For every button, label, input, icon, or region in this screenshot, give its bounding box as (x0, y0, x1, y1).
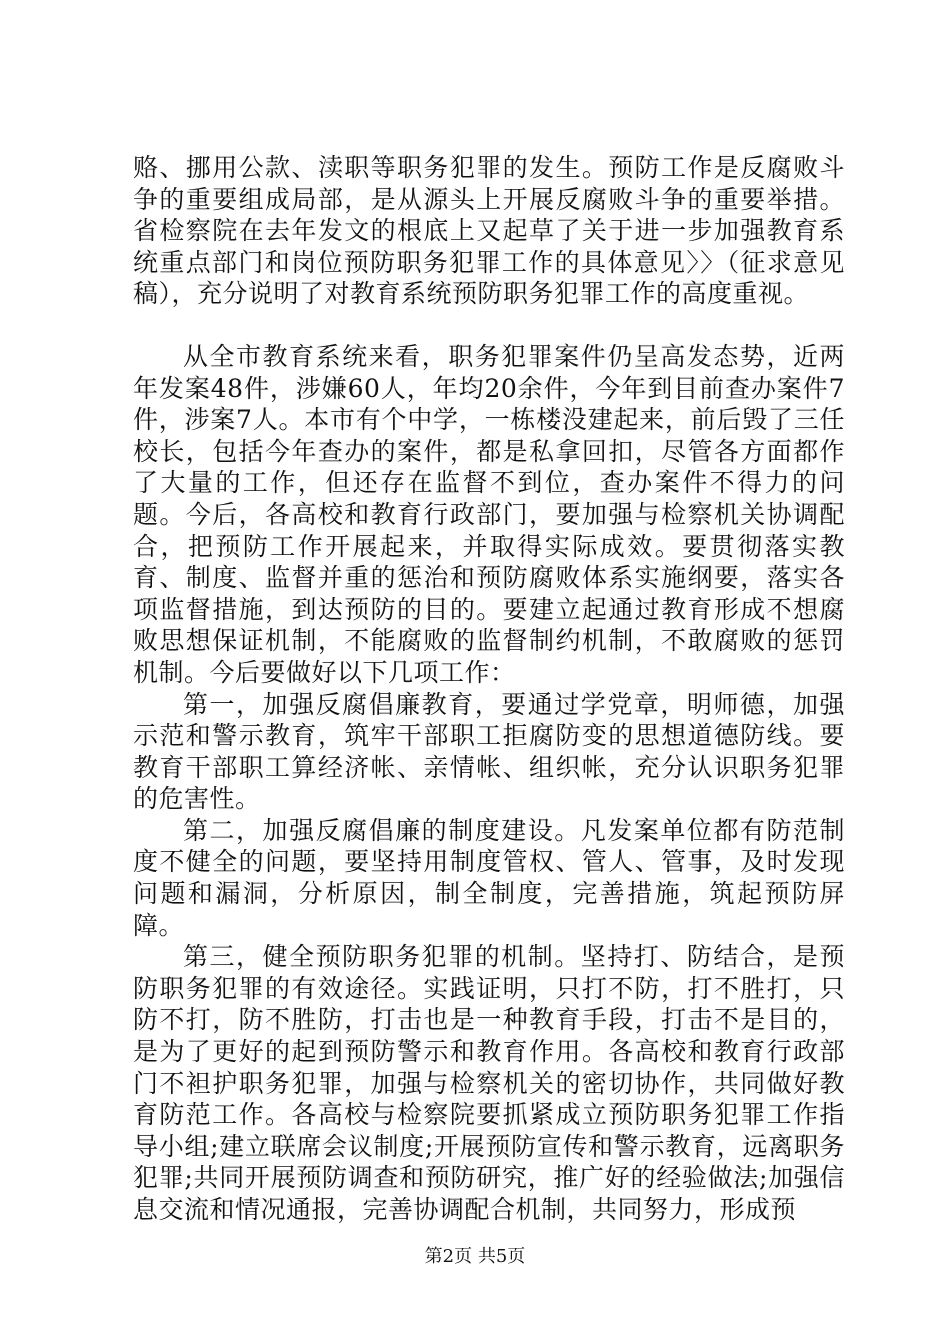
page-number-footer: 第2页 共5页 (424, 1246, 526, 1267)
paragraph-4: 第二，加强反腐倡廉的制度建设。凡发案单位都有防范制度不健全的问题，要坚持用制度管权、管人、管事，及时发现问题和漏洞，分析原因，制全制度，完善措施，筑起预防屏障。 (133, 815, 845, 940)
paragraph-3: 第一，加强反腐倡廉教育，要通过学党章，明师德，加强示范和警示教育，筑牢干部职工拒腐防变的思想道德防线。要教育干部职工算经济帐、亲情帐、组织帐，充分认识职务犯罪的危害性。 (133, 689, 845, 814)
paragraph-2: 从全市教育系统来看，职务犯罪案件仍呈高发态势，近两年发案48件，涉嫌60人，年均20余件，今年到目前查办案件7件，涉案7人。本市有个中学，一栋楼没建起来，前后毁了三任校长，包括今年查办的案件，都是私拿回扣，尽管各方面都作了大量的工作，但还存在监督不到位，查办案件不得力的问题。今后，各高校和教育行政部门，要加强与检察机关协调配合，把预防工作开展起来，并取得实际成效。要贯彻落实教育、制度、监督并重的惩治和预防腐败体系实施纲要，落实各项监督措施，到达预防的目的。要建立起通过教育形成不想腐败思想保证机制，不能腐败的监督制约机制，不敢腐败的惩罚机制。今后要做好以下几项工作： (133, 341, 845, 687)
paragraph-1: 赂、挪用公款、渎职等职务犯罪的发生。预防工作是反腐败斗争的重要组成局部，是从源头上开展反腐败斗争的重要举措。省检察院在去年发文的根底上又起草了关于进一步加强教育系统重点部门和岗位预防职务犯罪工作的具体意见〉〉（征求意见稿），充分说明了对教育系统预防职务犯罪工作的高度重视。 (133, 153, 845, 309)
paragraph-5: 第三，健全预防职务犯罪的机制。坚持打、防结合，是预防职务犯罪的有效途径。实践证明，只打不防，打不胜打，只防不打，防不胜防，打击也是一种教育手段，打击不是目的，是为了更好的起到预防警示和教育作用。各高校和教育行政部门不袒护职务犯罪，加强与检察机关的密切协作，共同做好教育防范工作。各高校与检察院要抓紧成立预防职务犯罪工作指导小组;建立联席会议制度;开展预防宣传和警示教育，远离职务犯罪;共同开展预防调查和预防研究，推广好的经验做法;加强信息交流和情况通报，完善协调配合机制，共同努力，形成预 (133, 942, 845, 1224)
document-body (133, 152, 845, 1226)
